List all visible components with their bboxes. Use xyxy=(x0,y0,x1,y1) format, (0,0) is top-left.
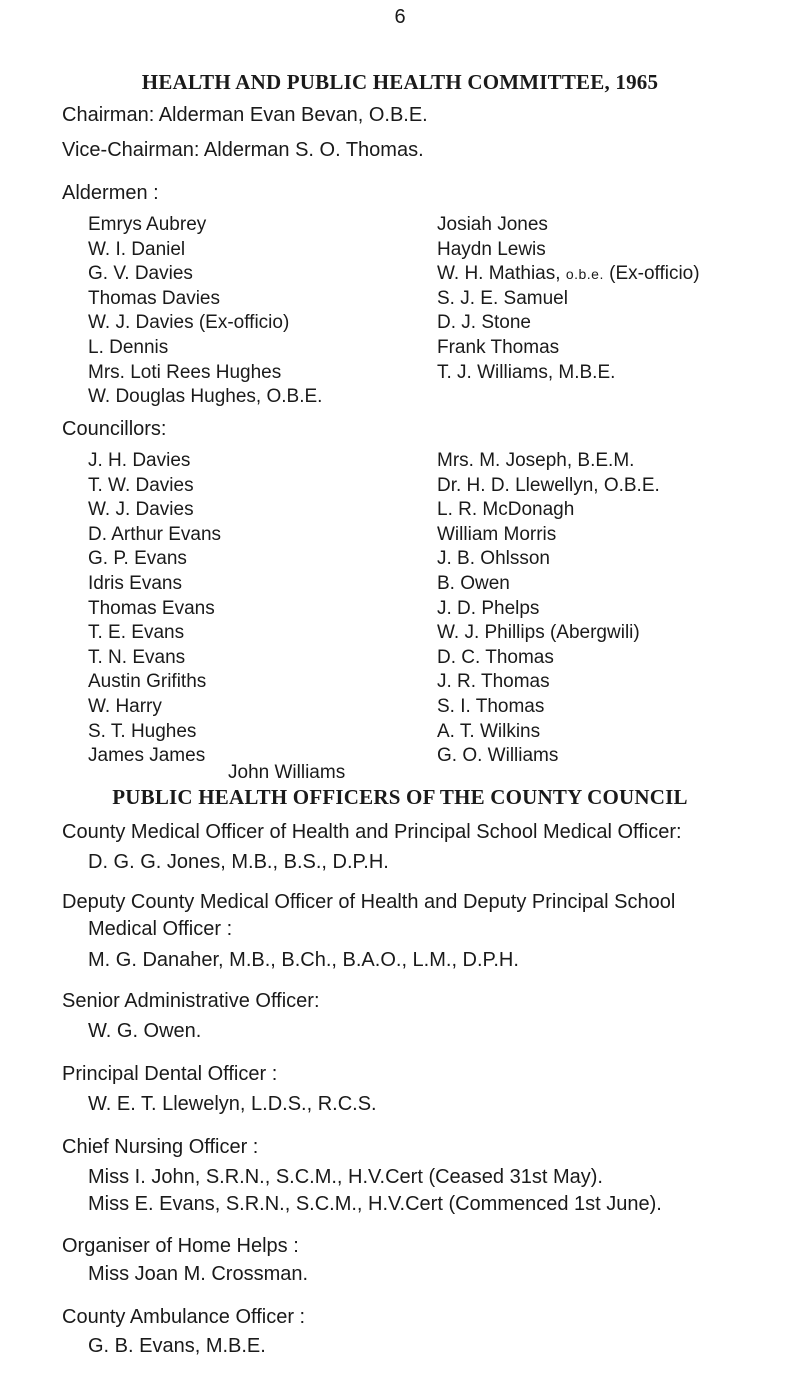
councillor-name: L. R. McDonagh xyxy=(437,499,575,521)
councillors-right-column xyxy=(437,449,660,769)
page-number: 6 xyxy=(394,6,406,28)
councillor-name: Mrs. M. Joseph, B.E.M. xyxy=(437,450,635,471)
admin-role: Senior Administrative Officer: xyxy=(62,990,320,1012)
deputy-role-line-2: Medical Officer : xyxy=(88,918,233,940)
councillor-name: J. R. Thomas xyxy=(437,671,550,693)
alderman-name: G. V. Davies xyxy=(88,263,193,285)
nursing-name-2: Miss E. Evans, S.R.N., S.C.M., H.V.Cert (Commenced 1st June). xyxy=(88,1193,662,1215)
councillor-name: Dr. H. D. Llewellyn, O.B.E. xyxy=(437,474,660,496)
councillor-name: A. T. Wilkins xyxy=(437,720,541,742)
officers-title: PUBLIC HEALTH OFFICERS OF THE COUNTY COUNCIL xyxy=(112,785,688,809)
homehelp-role: Organiser of Home Helps : xyxy=(62,1235,299,1257)
councillor-name: Austin Grifiths xyxy=(88,671,207,693)
admin-name: W. G. Owen. xyxy=(88,1020,202,1042)
alderman-name: T. J. Williams, M.B.E. xyxy=(437,361,616,383)
councillor-name: J. B. Ohlsson xyxy=(437,548,550,570)
nursing-role: Chief Nursing Officer : xyxy=(62,1136,259,1158)
councillor-name: J. H. Davies xyxy=(88,450,191,471)
alderman-name: W. I. Daniel xyxy=(88,238,186,260)
nursing-name-1: Miss I. John, S.R.N., S.C.M., H.V.Cert (Ceased 31st May). xyxy=(88,1166,603,1188)
councillor-name: G. O. Williams xyxy=(437,745,559,767)
alderman-name: Thomas Davies xyxy=(88,287,220,309)
alderman-name: S. J. E. Samuel xyxy=(437,287,568,309)
alderman-name: Mrs. Loti Rees Hughes xyxy=(88,361,282,383)
obe-small-caps: o.b.e. xyxy=(565,266,604,283)
alderman-name: W. J. Davies (Ex-officio) xyxy=(88,312,290,334)
alderman-name: W. Douglas Hughes, O.B.E. xyxy=(88,386,323,408)
councillor-name: James James xyxy=(88,745,206,767)
aldermen-heading: Aldermen : xyxy=(62,182,159,204)
councillor-name: T. W. Davies xyxy=(88,474,194,496)
councillor-name: S. T. Hughes xyxy=(88,720,197,742)
councillor-name: Thomas Evans xyxy=(88,597,215,619)
alderman-name: Frank Thomas xyxy=(437,336,560,358)
alderman-name: W. H. Mathias, o.b.e. (Ex-officio) xyxy=(437,263,700,285)
alderman-name: Haydn Lewis xyxy=(437,238,546,260)
councillor-name: W. J. Phillips (Abergwili) xyxy=(437,622,640,644)
aldermen-right-column xyxy=(437,213,700,385)
councillors-left-column xyxy=(88,449,221,769)
alderman-name: Emrys Aubrey xyxy=(88,214,207,235)
chairman-line: Chairman: Alderman Evan Bevan, O.B.E. xyxy=(62,104,428,126)
vice-chairman-line: Vice-Chairman: Alderman S. O. Thomas. xyxy=(62,139,424,161)
councillor-name: W. J. Davies xyxy=(88,499,194,521)
ambulance-role: County Ambulance Officer : xyxy=(62,1306,306,1328)
alderman-name: Josiah Jones xyxy=(437,214,548,235)
councillor-name: D. Arthur Evans xyxy=(88,523,222,545)
councillor-name-centered: John Williams xyxy=(228,762,346,783)
ambulance-name: G. B. Evans, M.B.E. xyxy=(88,1335,266,1357)
cmo-role: County Medical Officer of Health and Principal School Medical Officer: xyxy=(62,821,682,843)
councillor-name: William Morris xyxy=(437,523,557,545)
councillor-name: W. Harry xyxy=(88,695,162,717)
councillor-name: B. Owen xyxy=(437,572,510,594)
alderman-name: L. Dennis xyxy=(88,336,169,358)
dental-role: Principal Dental Officer : xyxy=(62,1063,278,1085)
councillor-name: Idris Evans xyxy=(88,572,182,594)
aldermen-left-column xyxy=(88,213,322,410)
councillor-name: S. I. Thomas xyxy=(437,695,545,717)
dental-name: W. E. T. Llewelyn, L.D.S., R.C.S. xyxy=(88,1093,377,1115)
deputy-name: M. G. Danaher, M.B., B.Ch., B.A.O., L.M., D.P.H. xyxy=(88,949,519,971)
deputy-role-line-1: Deputy County Medical Officer of Health and Deputy Principal School xyxy=(62,891,676,913)
councillor-name: D. C. Thomas xyxy=(437,646,554,668)
councillor-name: J. D. Phelps xyxy=(437,597,540,619)
committee-title: HEALTH AND PUBLIC HEALTH COMMITTEE, 1965 xyxy=(141,70,659,94)
councillor-name: G. P. Evans xyxy=(88,548,187,570)
councillor-name: T. N. Evans xyxy=(88,646,186,668)
homehelp-name: Miss Joan M. Crossman. xyxy=(88,1263,309,1285)
cmo-name: D. G. G. Jones, M.B., B.S., D.P.H. xyxy=(88,851,389,873)
alderman-name: D. J. Stone xyxy=(437,312,531,334)
councillors-heading: Councillors: xyxy=(62,418,167,440)
councillor-name: T. E. Evans xyxy=(88,622,185,644)
